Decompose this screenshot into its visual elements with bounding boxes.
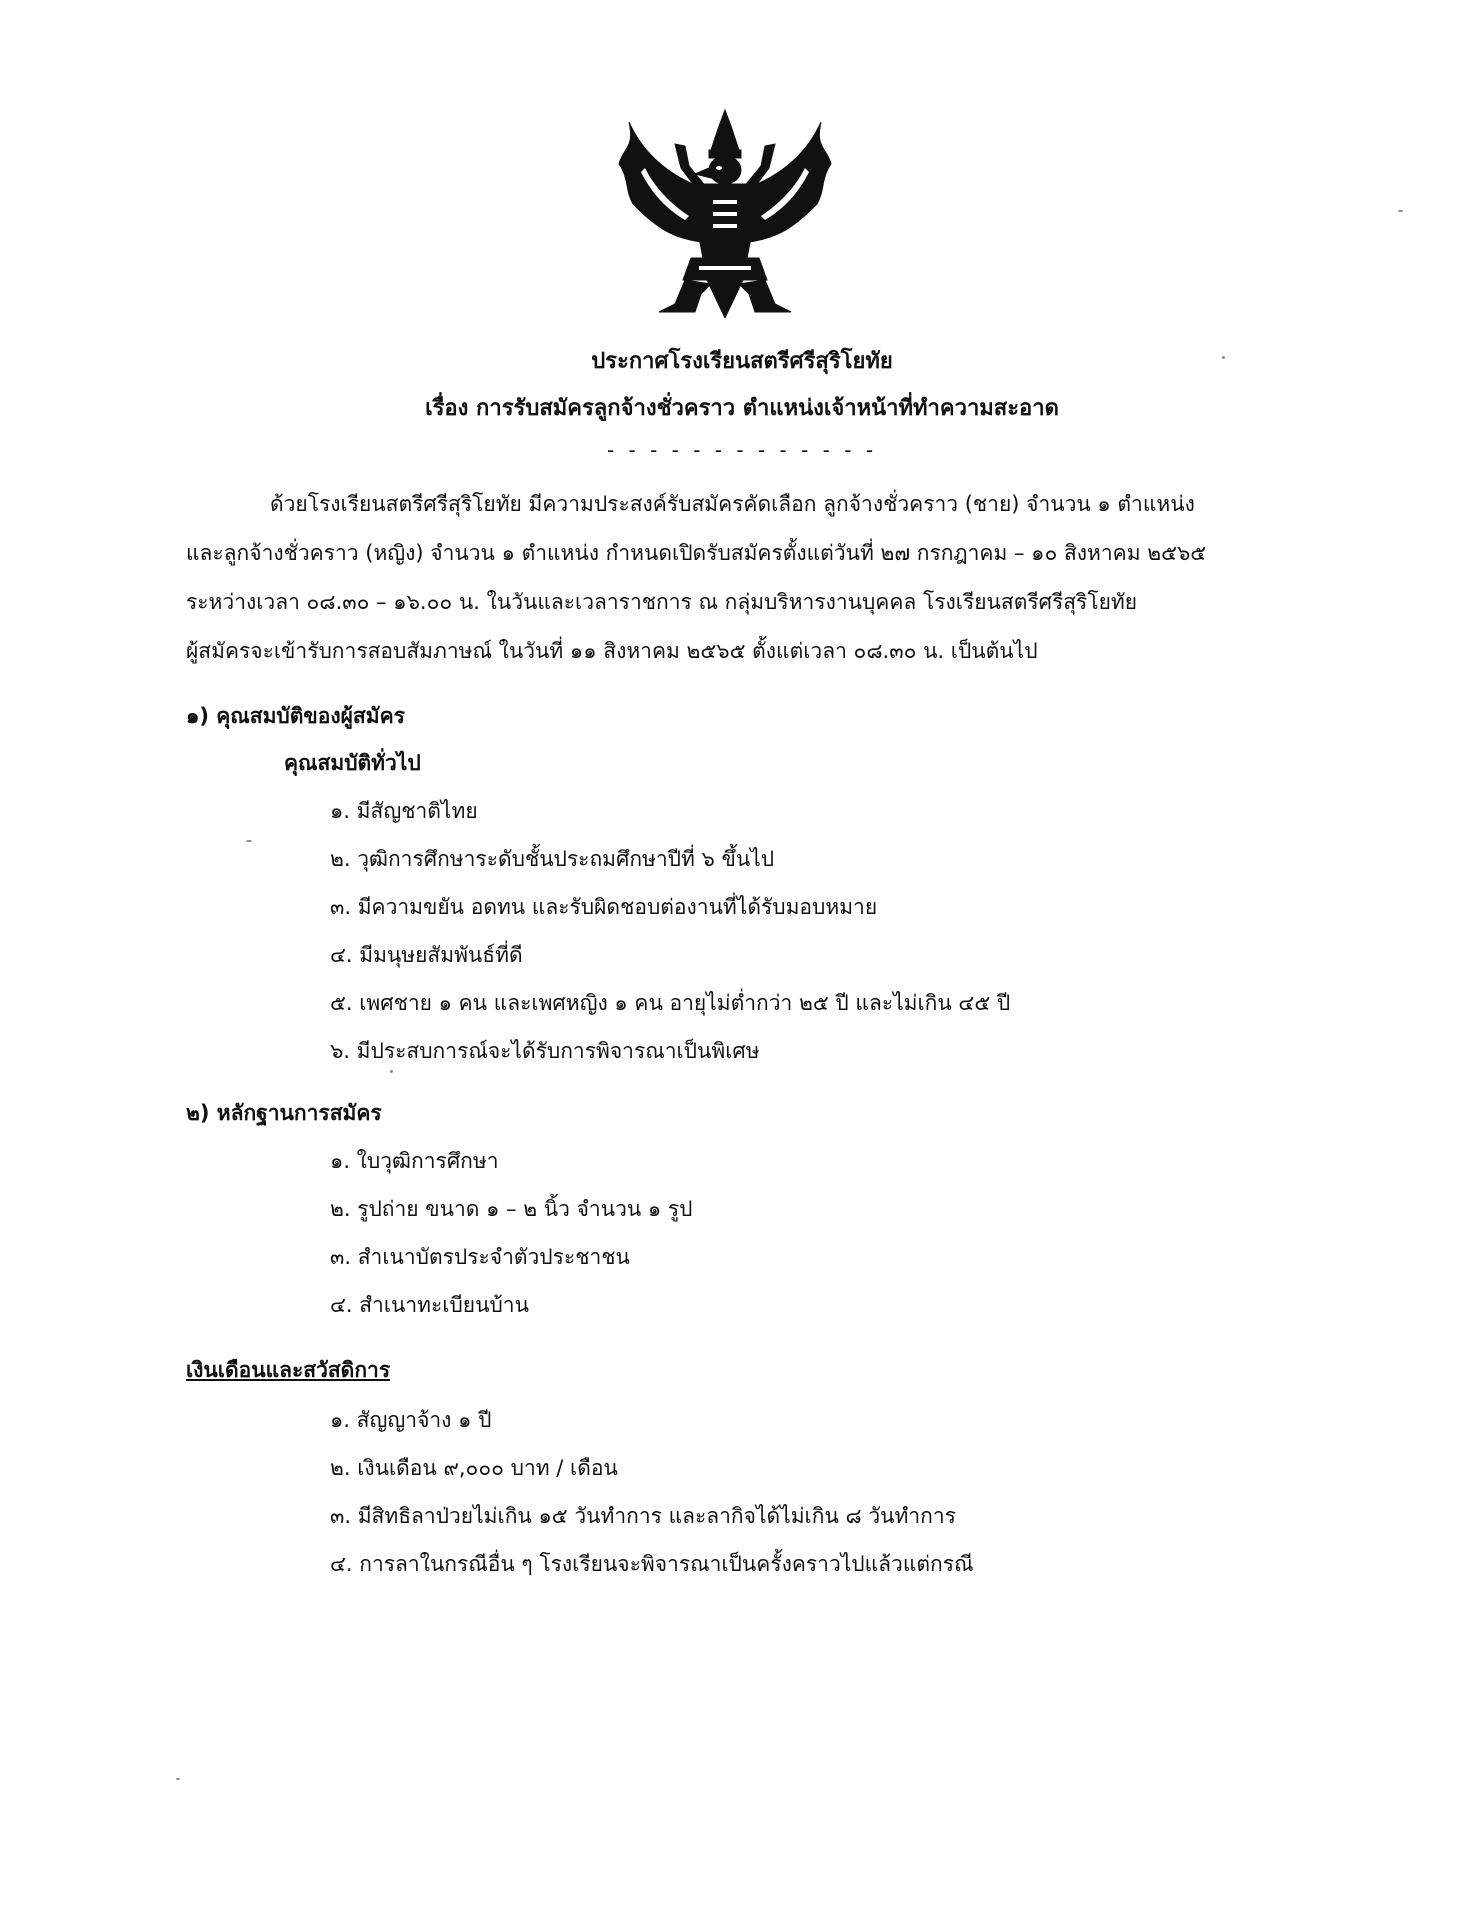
list-item: ๒. รูปถ่าย ขนาด ๑ – ๒ นิ้ว จำนวน ๑ รูป [330,1197,693,1221]
list-item: ๑. มีสัญชาติไทย [330,799,478,823]
scan-speck [176,1778,180,1780]
list-item: ๑. สัญญาจ้าง ๑ ปี [330,1408,492,1432]
scan-speck [390,1070,393,1073]
list-item: ๒. วุฒิการศึกษาระดับชั้นประถมศึกษาปีที่ ๖ ขึ้นไป [330,847,775,871]
announcement-title: ประกาศโรงเรียนสตรีศรีสุริโยทัย [591,349,893,374]
separator-line: - - - - - - - - - - - - - [606,438,878,462]
list-item: ๔. มีมนุษยสัมพันธ์ที่ดี [330,943,523,967]
section-heading-documents: ๒) หลักฐานการสมัคร [186,1101,382,1125]
subheading-general-qualifications: คุณสมบัติทั่วไป [284,751,421,775]
list-item: ๕. เพศชาย ๑ คน และเพศหญิง ๑ คน อายุไม่ต่ำกว่า ๒๕ ปี และไม่เกิน ๔๕ ปี [330,991,1011,1015]
intro-line: ผู้สมัครจะเข้ารับการสอบสัมภาษณ์ ในวันที่ ๑๑ สิงหาคม ๒๕๖๕ ตั้งแต่เวลา ๐๘.๓๐ น. เป็นต้นไป [186,639,1038,663]
list-item: ๔. การลาในกรณีอื่น ๆ โรงเรียนจะพิจารณาเป็นครั้งคราวไปแล้วแต่กรณี [330,1552,974,1576]
announcement-subject: เรื่อง การรับสมัครลูกจ้างชั่วคราว ตำแหน่งเจ้าหน้าที่ทำความสะอาด [425,396,1059,421]
garuda-emblem-icon [615,108,835,318]
section-heading-qualifications: ๑) คุณสมบัติของผู้สมัคร [186,704,405,728]
list-item: ๔. สำเนาทะเบียนบ้าน [330,1293,529,1317]
intro-line: และลูกจ้างชั่วคราว (หญิง) จำนวน ๑ ตำแหน่ง กำหนดเปิดรับสมัครตั้งแต่วันที่ ๒๗ กรกฎาคม – ๑๐ สิงหาคม ๒๕๖๕ [186,541,1207,565]
scan-speck [1398,210,1403,212]
list-item: ๓. สำเนาบัตรประจำตัวประชาชน [330,1245,630,1269]
list-item: ๒. เงินเดือน ๙,๐๐๐ บาท / เดือน [330,1456,618,1480]
section-heading-salary-benefits: เงินเดือนและสวัสดิการ [186,1358,391,1382]
list-item: ๑. ใบวุฒิการศึกษา [330,1149,499,1173]
intro-line: ด้วยโรงเรียนสตรีศรีสุริโยทัย มีความประสงค์รับสมัครคัดเลือก ลูกจ้างชั่วคราว (ชาย) จำนวน ๑ ตำแหน่ง [270,492,1195,516]
list-item: ๓. มีความขยัน อดทน และรับผิดชอบต่องานที่ได้รับมอบหมาย [330,895,878,919]
scan-speck [246,840,252,842]
scan-speck [1222,356,1225,359]
list-item: ๖. มีประสบการณ์จะได้รับการพิจารณาเป็นพิเศษ [330,1039,760,1063]
list-item: ๓. มีสิทธิลาป่วยไม่เกิน ๑๕ วันทำการ และลากิจได้ไม่เกิน ๘ วันทำการ [330,1504,956,1528]
intro-line: ระหว่างเวลา ๐๘.๓๐ – ๑๖.๐๐ น. ในวันและเวลาราชการ ณ กลุ่มบริหารงานบุคคล โรงเรียนสตรีศรีสุริโยทัย [186,590,1138,614]
